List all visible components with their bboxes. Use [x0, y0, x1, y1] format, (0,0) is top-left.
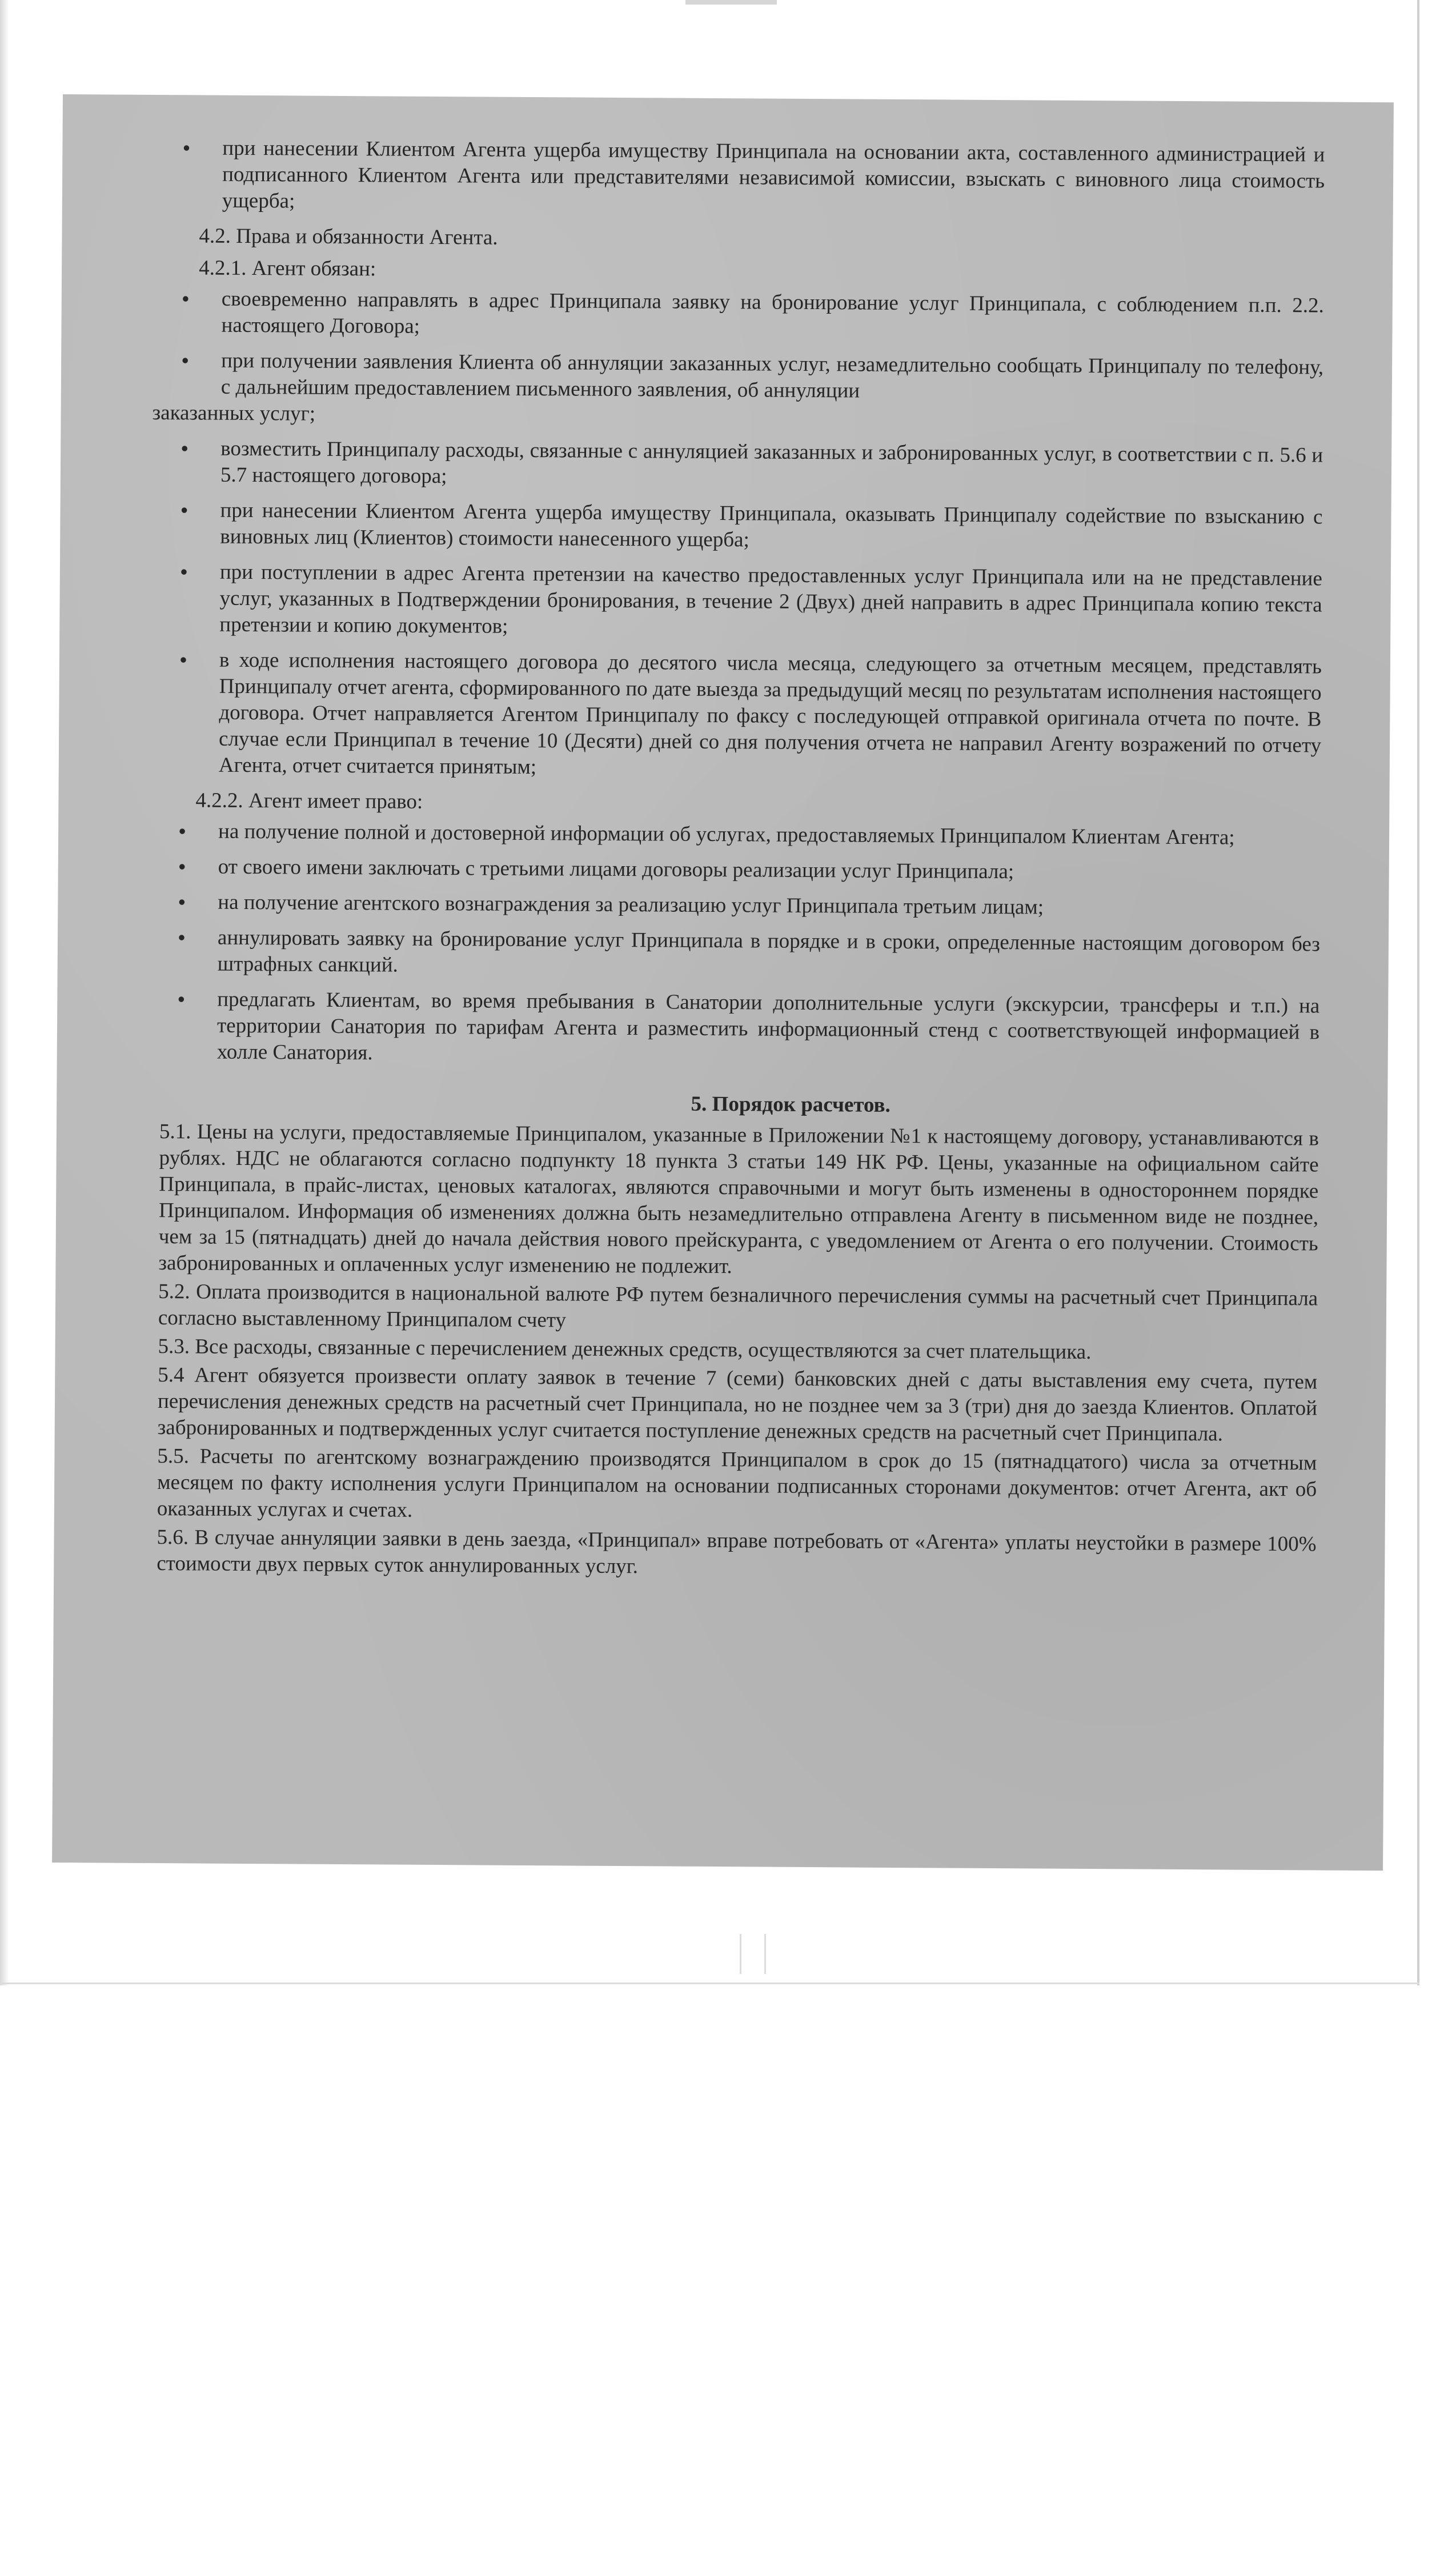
- binding-mark: [740, 1934, 766, 1974]
- list-item: • от своего имени заключать с третьими лицами договоры реализации услуг Принципала;: [150, 854, 1321, 887]
- paragraph-5-3: 5.3. Все расходы, связанные с перечислением денежных средств, осуществляются за счет плательщика.: [158, 1335, 1092, 1364]
- scan-top-mark: [685, 0, 777, 5]
- heading-4-2-2: 4.2.2. Агент имеет право:: [195, 788, 423, 814]
- list-item: • возместить Принципалу расходы, связанные с аннуляцией заказанных и забронированных услуг, в соответствии с п. 5.6 и 5.7 настоящего договора;: [152, 435, 1323, 495]
- list-item: • при нанесении Клиентом Агента ущерба имуществу Принципала, оказывать Принципалу содействие по взысканию с виновных лиц (Клиентов) стоимости нанесенного ущерба;: [151, 497, 1323, 557]
- intro-bullet-list: [154, 135, 1325, 221]
- list-item: • при получении заявления Клиента об аннуляции заказанных услуг, незамедлительно сообщать Принципалу по телефону, с дальнейшим предоставлением письменного заявления, об аннуляции: [153, 347, 1324, 407]
- paragraph-5-6: 5.6. В случае аннуляции заявки в день заезда, «Принципал» вправе потребовать от «Агента» уплаты неустойки в размере 100% стоимости двух первых суток аннулированных услуг.: [157, 1525, 1317, 1579]
- list-item: • своевременно направлять в адрес Принципала заявку на бронирование услуг Принципала, с соблюдением п.п. 2.2. настоящего Договора;: [153, 286, 1324, 346]
- scan-bottom-edge: [0, 1983, 1419, 1984]
- list-item: • при поступлении в адрес Агента претензии на качество предоставленных услуг Принципала или на не представление услуг, указанных в Подтверждении бронирования, в течение 2 (Двух) дней направить в адрес Принципала копию текста претензии и копию документов;: [151, 559, 1322, 645]
- list-item: • на получение полной и достоверной информации об услугах, предоставляемых Принципалом Клиентам Агента;: [150, 818, 1321, 852]
- heading-4-2-1: 4.2.1. Агент обязан:: [199, 256, 376, 281]
- obligation-continuation: заказанных услуг;: [152, 401, 316, 426]
- scan-right-edge: [1417, 0, 1419, 1985]
- paragraph-5-5: 5.5. Расчеты по агентскому вознаграждению производятся Принципалом в срок до 15 (пятнадцатого) числа за отчетным месяцем по факту исполнения услуги Принципалом на основании подписанных сторонами документов: отчет Агента, акт об оказанных услугах и счетах.: [157, 1444, 1317, 1522]
- obligations-list-continued: [150, 435, 1323, 786]
- paragraph-5-4: 5.4 Агент обязуется произвести оплату заявок в течение 7 (семи) банковских дней с даты выставления ему счета, путем перечисления денежных средств на расчетный счет Принципала, но не позднее чем за 3 (три) дня до заезда Клиентов. Оплатой забронированных и подтвержденных услуг считается поступление денежных средств на расчетный счет Принципала.: [157, 1363, 1318, 1446]
- section-5-title: 5. Порядок расчетов.: [691, 1092, 891, 1117]
- scan-left-edge: [0, 0, 9, 1985]
- list-item: • при нанесении Клиентом Агента ущерба имуществу Принципала на основании акта, составленного администрацией и подписанного Клиентом Агента или представителями независимой комиссии, взыскать с виновного лица стоимость ущерба;: [154, 135, 1325, 221]
- document-sheet: [52, 94, 1394, 1871]
- list-item: • в ходе исполнения настоящего договора до десятого числа месяца, следующего за отчетным месяцем, представлять Принципалу отчет агента, сформированного по дате выезда за предыдущий месяц по результатам исполнения настоящего договора. Отчет направляется Агентом Принципалу по факсу с последующей отправкой оригинала отчета по почте. В случае если Принципал в течение 10 (Десяти) дней со дня получения отчета не направил Агенту возражений по отчету Агента, отчет считается принятым;: [150, 647, 1322, 786]
- rights-list: [149, 818, 1321, 1072]
- list-item: • на получение агентского вознаграждения за реализацию услуг Принципала третьим лицам;: [149, 889, 1320, 923]
- paragraph-5-2: 5.2. Оплата производится в национальной валюте РФ путем безналичного перечисления суммы на расчетный счет Принципала согласно выставленному Принципалом счету: [158, 1280, 1318, 1332]
- obligations-list: [153, 286, 1324, 407]
- list-item: • предлагать Клиентам, во время пребывания в Санатории дополнительные услуги (экскурсии, трансферы и т.п.) на территории Санатория по тарифам Агента и разместить информационный стенд с соответствующей информацией в холле Санатория.: [149, 986, 1320, 1072]
- list-item: • аннулировать заявку на бронирование услуг Принципала в порядке и в сроки, определенные настоящим договором без штрафных санкций.: [149, 924, 1321, 984]
- heading-4-2: 4.2. Права и обязанности Агента.: [199, 224, 498, 250]
- paragraph-5-1: 5.1. Цены на услуги, предоставляемые Принципалом, указанные в Приложении №1 к настоящему договору, устанавливаются в рублях. НДС не облагаются согласно подпункту 18 пункта 3 статьи 149 НК РФ. Цены, указанные на официальном сайте Принципала, в прайс-листах, ценовых каталогах, являются справочными и могут быть изменены в одностороннем порядке Принципалом. Информация об изменениях должна быть незамедлительно отправлена Агенту в письменном виде не позднее, чем за 15 (пятнадцать) дней до начала действия нового прейскуранта, с уведомлением от Агента о его получении. Стоимость забронированных и оплаченных услуг изменению не подлежит.: [158, 1120, 1319, 1279]
